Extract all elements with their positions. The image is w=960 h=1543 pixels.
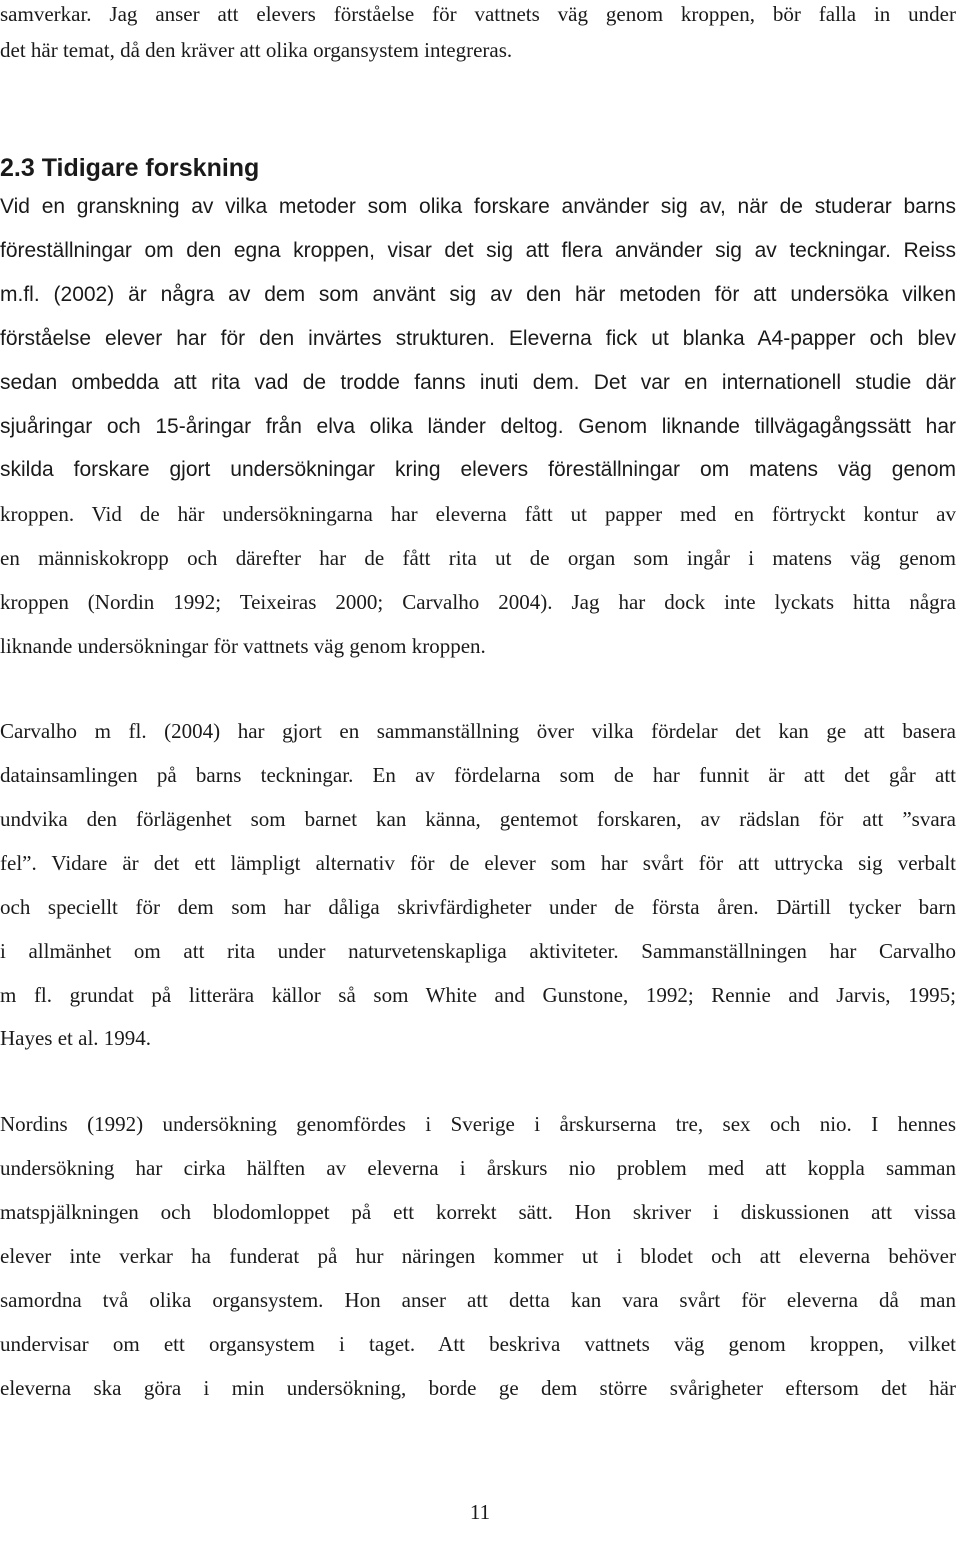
text-line: m fl. grundat på litterära källor så som White and Gunstone, 1992; Rennie and Jarvis, 1995; bbox=[0, 983, 956, 1007]
text-line: undvika den förlägenhet som barnet kan känna, gentemot forskaren, av rädslan för att ”svara bbox=[0, 807, 956, 831]
text-line: sedan ombedda att rita vad de trodde fanns inuti dem. Det var en internationell studie där bbox=[0, 371, 956, 394]
text-line: en människokropp och därefter har de fått rita ut de organ som ingår i matens väg genom bbox=[0, 546, 956, 570]
text-line: undersökning har cirka hälften av eleverna i årskurs nio problem med att koppla samman bbox=[0, 1156, 956, 1180]
text-line: Nordins (1992) undersökning genomfördes i Sverige i årskurserna tre, sex och nio. I hennes bbox=[0, 1112, 956, 1136]
page-number: 11 bbox=[469, 1500, 491, 1524]
text-line: matspjälkningen och blodomloppet på ett korrekt sätt. Hon skriver i diskussionen att vissa bbox=[0, 1200, 956, 1224]
text-line: eleverna ska göra i min undersökning, borde ge dem större svårigheter eftersom det här bbox=[0, 1376, 956, 1400]
text-line: kroppen. Vid de här undersökningarna har eleverna fått ut papper med en förtryckt kontur av bbox=[0, 502, 956, 526]
text-line: skilda forskare gjort undersökningar kring elevers föreställningar om matens väg genom bbox=[0, 458, 956, 481]
text-line: det här temat, då den kräver att olika organsystem integreras. bbox=[0, 38, 513, 62]
section-heading: 2.3 Tidigare forskning bbox=[0, 154, 260, 182]
text-line: liknande undersökningar för vattnets väg genom kroppen. bbox=[0, 634, 486, 658]
text-line: förståelse elever har för den invärtes strukturen. Eleverna fick ut blanka A4-papper och blev bbox=[0, 327, 956, 350]
text-line: samordna två olika organsystem. Hon anser att detta kan vara svårt för eleverna då man bbox=[0, 1288, 956, 1312]
text-line: sjuåringar och 15-åringar från elva olika länder deltog. Genom liknande tillvägagångssätt har bbox=[0, 415, 956, 438]
text-line: samverkar. Jag anser att elevers förståelse för vattnets väg genom kroppen, bör falla in under bbox=[0, 2, 956, 26]
text-line: Carvalho m fl. (2004) har gjort en sammanställning över vilka fördelar det kan ge att basera bbox=[0, 719, 956, 743]
text-line: kroppen (Nordin 1992; Teixeiras 2000; Carvalho 2004). Jag har dock inte lyckats hitta några bbox=[0, 590, 956, 614]
text-line: fel”. Vidare är det ett lämpligt alternativ för de elever som har svårt för att uttrycka sig verbalt bbox=[0, 851, 956, 875]
text-line: och speciellt för dem som har dåliga skrivfärdigheter under de första åren. Därtill tycker barn bbox=[0, 895, 956, 919]
text-line: undervisar om ett organsystem i taget. Att beskriva vattnets väg genom kroppen, vilket bbox=[0, 1332, 956, 1356]
text-line: elever inte verkar ha funderat på hur näringen kommer ut i blodet och att eleverna behöver bbox=[0, 1244, 956, 1268]
text-line: Hayes et al. 1994. bbox=[0, 1026, 152, 1050]
text-line: föreställningar om den egna kroppen, visar det sig att flera använder sig av teckningar. Reiss bbox=[0, 239, 956, 262]
text-line: Vid en granskning av vilka metoder som olika forskare använder sig av, när de studerar barns bbox=[0, 195, 956, 218]
text-line: i allmänhet om att rita under naturvetenskapliga aktiviteter. Sammanställningen har Carvalho bbox=[0, 939, 956, 963]
text-line: datainsamlingen på barns teckningar. En av fördelarna som de har funnit är att det går att bbox=[0, 763, 956, 787]
text-line: m.fl. (2002) är några av dem som använt sig av den här metoden för att undersöka vilken bbox=[0, 283, 956, 306]
